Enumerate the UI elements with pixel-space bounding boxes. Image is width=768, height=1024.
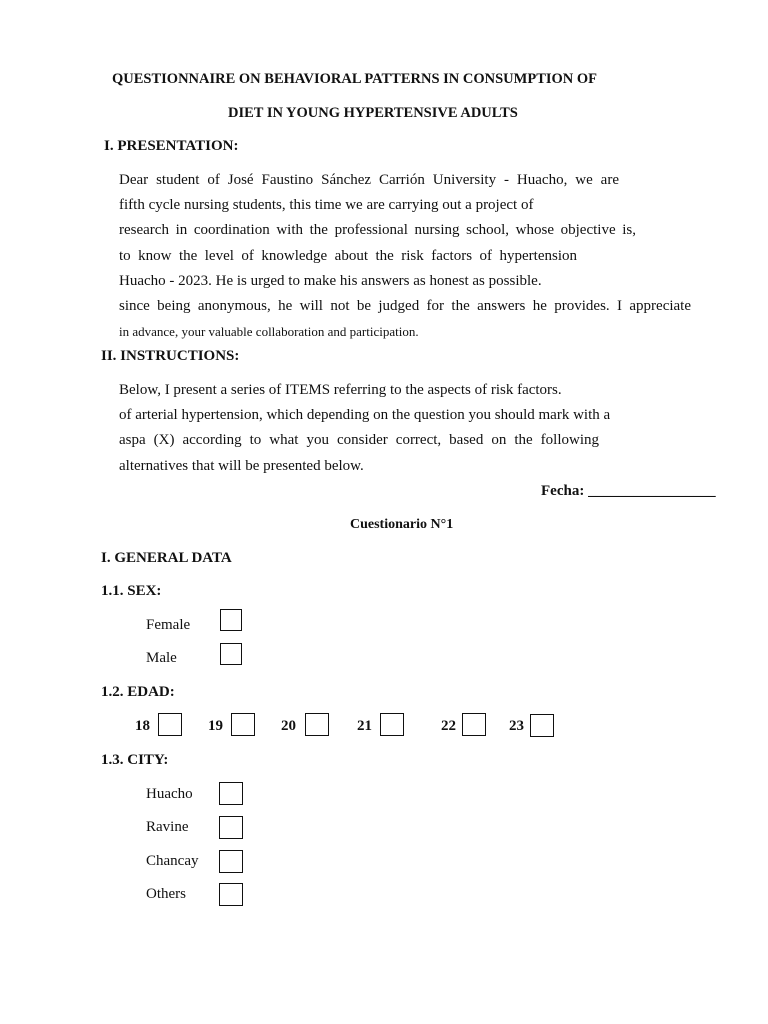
age-18-checkbox[interactable]: [158, 713, 182, 736]
age-23-checkbox[interactable]: [530, 714, 554, 737]
age-19-checkbox[interactable]: [231, 713, 255, 736]
city-chancay-checkbox[interactable]: [219, 850, 243, 873]
presentation-line: to know the level of knowledge about the risk factors of hypertension: [119, 248, 577, 264]
city-ravine-checkbox[interactable]: [219, 816, 243, 839]
instructions-line: alternatives that will be presented below.: [119, 458, 364, 474]
presentation-line: research in coordination with the professional nursing school, whose objective is,: [119, 222, 636, 238]
sex-female-checkbox[interactable]: [220, 609, 242, 631]
age-option-label: 18: [135, 718, 150, 734]
instructions-line: aspa (X) according to what you consider correct, based on the following: [119, 432, 599, 448]
title-line-1: QUESTIONNAIRE ON BEHAVIORAL PATTERNS IN CONSUMPTION OF: [112, 71, 598, 87]
presentation-line: fifth cycle nursing students, this time we are carrying out a project of: [119, 197, 534, 213]
date-field[interactable]: Fecha: _________________: [541, 483, 716, 499]
general-data-heading: I. GENERAL DATA: [101, 550, 232, 566]
questionnaire-title: Cuestionario N°1: [350, 517, 454, 532]
city-option-label: Chancay: [146, 853, 199, 869]
city-option-label: Others: [146, 886, 186, 902]
city-others-checkbox[interactable]: [219, 883, 243, 906]
sex-label: 1.1. SEX:: [101, 583, 162, 599]
presentation-heading: I. PRESENTATION:: [104, 138, 239, 154]
sex-option-label: Male: [146, 650, 177, 666]
title-line-2: DIET IN YOUNG HYPERTENSIVE ADULTS: [228, 105, 518, 121]
instructions-heading: II. INSTRUCTIONS:: [101, 348, 240, 364]
city-option-label: Ravine: [146, 819, 189, 835]
presentation-line: in advance, your valuable collaboration and participation.: [119, 324, 419, 339]
city-huacho-checkbox[interactable]: [219, 782, 243, 805]
age-option-label: 19: [208, 718, 223, 734]
age-21-checkbox[interactable]: [380, 713, 404, 736]
sex-male-checkbox[interactable]: [220, 643, 242, 665]
age-option-label: 20: [281, 718, 296, 734]
instructions-line: Below, I present a series of ITEMS referring to the aspects of risk factors.: [119, 382, 562, 398]
age-option-label: 21: [357, 718, 372, 734]
presentation-line: Dear student of José Faustino Sánchez Carrión University - Huacho, we are: [119, 172, 619, 188]
city-label: 1.3. CITY:: [101, 752, 169, 768]
presentation-line: Huacho - 2023. He is urged to make his answers as honest as possible.: [119, 273, 542, 289]
presentation-line: since being anonymous, he will not be judged for the answers he provides. I appreciate: [119, 298, 691, 314]
age-label: 1.2. EDAD:: [101, 684, 175, 700]
sex-option-label: Female: [146, 617, 191, 633]
age-option-label: 22: [441, 718, 456, 734]
age-20-checkbox[interactable]: [305, 713, 329, 736]
instructions-line: of arterial hypertension, which depending on the question you should mark with a: [119, 407, 611, 423]
city-option-label: Huacho: [146, 786, 193, 802]
age-option-label: 23: [509, 718, 524, 734]
age-22-checkbox[interactable]: [462, 713, 486, 736]
